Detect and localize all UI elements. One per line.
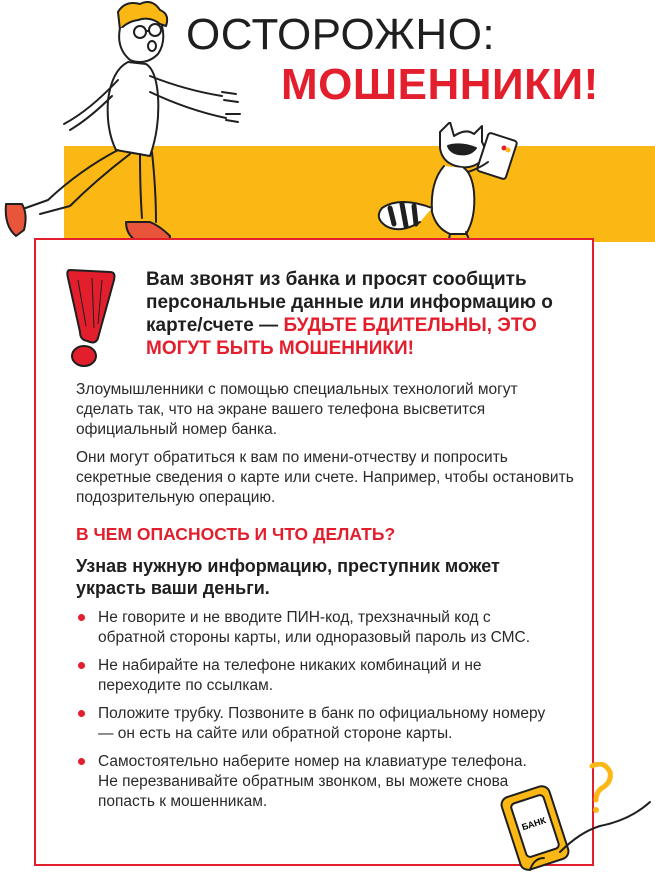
phone-illustration [500,762,655,874]
running-man-illustration [0,0,260,250]
tip-text: Положите трубку. Позвоните в банк по официальному номеру — он есть на сайте или обратной стороне карты. [98,705,546,742]
warning-alert: БУДЬТЕ БДИТЕЛЬНЫ, ЭТО МОГУТ БЫТЬ МОШЕННИКИ! [146,315,537,359]
phone-label: БАНК [520,815,548,833]
danger-subheading: Узнав нужную информацию, преступник может украсть ваши деньги. [76,556,500,598]
dot-icon [78,662,85,669]
list-item [76,752,546,812]
raccoon-illustration [370,122,520,246]
tip-text: Самостоятельно наберите номер на клавиатуре телефона. Не перезванивайте обратным звонком, вы можете снова попасть к мошенникам. [98,753,527,810]
warning-text [146,268,566,360]
exclamation-icon [64,266,124,370]
tip-text: Не набирайте на телефоне никаких комбинаций и не переходите по ссылкам. [98,657,482,694]
dot-icon [78,758,85,765]
page-title: ОСТОРОЖНО: [186,10,496,59]
danger-heading: В ЧЕМ ОПАСНОСТЬ И ЧТО ДЕЛАТЬ? [76,524,396,544]
dot-icon [78,614,85,621]
list-item [76,608,546,648]
tips-list [76,608,546,820]
dot-icon [78,710,85,717]
list-item [76,704,546,744]
warning-main: Вам звонят из банка и просят сообщить персональные данные или информацию о карте/счете — [146,269,553,336]
paragraph-social-engineering: Они могут обратиться к вам по имени-отчеству и попросить секретные сведения о карте или счете. Например, чтобы остановить подозрительную операцию. [76,449,574,506]
tip-text: Не говорите и не вводите ПИН-код, трехзначный код с обратной стороны карты, или одноразовый пароль из СМС. [98,609,531,646]
paragraph-spoofing: Злоумышленники с помощью специальных технологий могут сделать так, что на экране вашего телефона высветится официальный номер банка. [76,381,518,438]
page-title-alert: МОШЕННИКИ! [281,60,599,109]
list-item [76,656,546,696]
